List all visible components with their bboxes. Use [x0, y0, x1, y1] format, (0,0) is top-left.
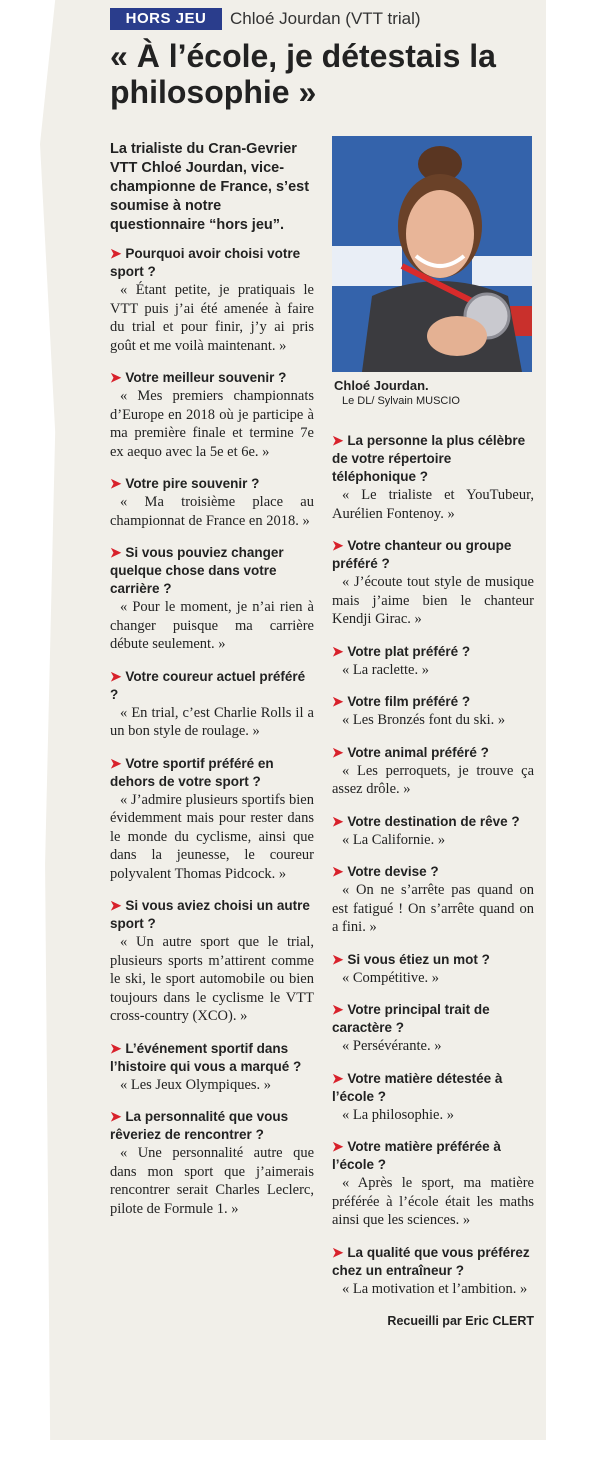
qa-item [110, 1040, 314, 1095]
section-tag: HORS JEU [110, 8, 222, 30]
intro-paragraph: La trialiste du Cran-Gevrier VTT Chloé Jourdan, vice-championne de France, s’est soumise à notre questionnaire “hors jeu”. [110, 141, 310, 233]
question [110, 1040, 314, 1076]
question [332, 1138, 534, 1174]
question-text: Votre meilleur souvenir ? [125, 370, 287, 385]
arrow-icon: ➤ [110, 1109, 122, 1124]
article-header [110, 8, 540, 32]
answer-text: « La motivation et l’ambition. » [342, 1280, 528, 1297]
answer-text: « Pour le moment, je n’ai rien à changer puisque ma carrière débute seulement. » [110, 599, 314, 652]
answer-text: « Après le sport, ma matière préférée à l’école était les maths ainsi que les sciences. » [332, 1175, 534, 1228]
question-text: Votre matière préférée à l’école ? [332, 1139, 501, 1172]
arrow-icon: ➤ [332, 433, 344, 448]
answer-text: « Persévérante. » [342, 1038, 442, 1054]
qa-item [332, 813, 534, 850]
answer-text: « Les Jeux Olympiques. » [120, 1076, 272, 1093]
arrow-icon: ➤ [110, 370, 122, 385]
question-text: Votre film préféré ? [347, 694, 471, 709]
question [110, 755, 314, 791]
question-text: Votre chanteur ou groupe préféré ? [332, 538, 512, 571]
left-qa-list [110, 245, 314, 1218]
answer-text: « Compétitive. » [342, 969, 440, 986]
question [110, 668, 314, 704]
article-kicker: Chloé Jourdan (VTT trial) [230, 9, 421, 28]
question-text: La personnalité que vous rêveriez de rencontrer ? [110, 1109, 289, 1142]
arrow-icon: ➤ [110, 898, 122, 913]
arrow-icon: ➤ [332, 864, 344, 879]
question-text: Si vous pouviez changer quelque chose dans votre carrière ? [110, 545, 284, 596]
question [332, 1244, 534, 1280]
question-text: La personne la plus célèbre de votre répertoire téléphonique ? [332, 433, 526, 484]
arrow-icon: ➤ [110, 246, 122, 261]
arrow-icon: ➤ [110, 545, 122, 560]
qa-item [332, 863, 534, 937]
question [110, 897, 314, 933]
arrow-icon: ➤ [332, 1070, 344, 1086]
answer-text: « La philosophie. » [342, 1106, 454, 1123]
qa-item [110, 755, 314, 884]
portrait-illustration [332, 136, 532, 372]
qa-item [110, 668, 314, 741]
qa-item [110, 544, 314, 654]
question-text: Si vous aviez choisi un autre sport ? [110, 898, 310, 931]
question-text: Votre destination de rêve ? [347, 813, 520, 829]
answer-text: « Étant petite, je pratiquais le VTT puis j’ai été amenée à faire du trial et pour finir, j’y ai pris goût et me voilà maintenant. » [110, 282, 314, 354]
question [332, 744, 534, 762]
answer-text: « La raclette. » [342, 661, 429, 678]
answer-text: « Mes premiers championnats d’Europe en 2018 où je participe à ma première finale et termine 7e ex aequo avec la 5e et 6e. » [110, 388, 314, 460]
answer-text: « En trial, c’est Charlie Rolls il a un bon style de roulage. » [110, 704, 314, 739]
qa-item [332, 1070, 534, 1125]
answer-text: « Les Bronzés font du ski. » [342, 712, 506, 728]
arrow-icon: ➤ [332, 538, 344, 553]
question-text: Si vous étiez un mot ? [347, 951, 490, 967]
answer-text: « Ma troisième place au championnat de France en 2018. » [110, 494, 314, 529]
qa-item [110, 1108, 314, 1218]
qa-item [332, 537, 534, 629]
answer-text: « La Californie. » [342, 831, 446, 848]
question-text: Votre devise ? [347, 864, 439, 879]
question [110, 544, 314, 598]
question-text: Votre plat préféré ? [347, 643, 471, 659]
arrow-icon: ➤ [110, 755, 122, 771]
qa-item [332, 951, 534, 988]
qa-item [332, 643, 534, 680]
answer-text: « J’écoute tout style de musique mais j’aime bien le chanteur Kendji Girac. » [332, 574, 534, 627]
arrow-icon: ➤ [332, 643, 344, 659]
qa-item [110, 897, 314, 1026]
question-text: L’événement sportif dans l’histoire qui vous a marqué ? [110, 1040, 302, 1074]
answer-text: « Une personnalité autre que dans mon sport que j’aimerais rencontrer serait Charles Leclerc, pilote de Formule 1. » [110, 1145, 314, 1217]
question [332, 813, 534, 831]
right-column [332, 432, 534, 1331]
arrow-icon: ➤ [110, 476, 122, 491]
question [332, 432, 534, 486]
question-text: Votre animal préféré ? [347, 744, 489, 760]
question [110, 475, 314, 493]
question-text: Votre coureur actuel préféré ? [110, 668, 306, 702]
question-text: Votre matière détestée à l’école ? [332, 1070, 503, 1104]
arrow-icon: ➤ [110, 1040, 122, 1056]
question [332, 643, 534, 661]
question [332, 951, 534, 969]
arrow-icon: ➤ [332, 1244, 344, 1260]
qa-item [332, 693, 534, 730]
left-column [110, 140, 314, 1232]
arrow-icon: ➤ [332, 1139, 344, 1154]
question-text: La qualité que vous préférez chez un entraîneur ? [332, 1244, 530, 1278]
answer-text: « J’admire plusieurs sportifs bien évidemment mais pour rester dans le monde du cyclisme, ainsi que dans la jeunesse, le coureur polyvalent Thomas Pidcock. » [110, 791, 314, 882]
portrait-photo [332, 136, 532, 372]
qa-item [332, 1001, 534, 1056]
question [332, 1001, 534, 1037]
answer-text: « Un autre sport que le trial, plusieurs sports m’attirent comme le ski, le sport automobile ou bien toujours dans le cyclisme le VTT cross-country (XCO). » [110, 934, 314, 1024]
answer-text: « Le trialiste et YouTubeur, Aurélien Fontenoy. » [332, 487, 534, 522]
answer-text: « On ne s’arrête pas quand on est fatigué ! On s’arrête quand on a fini. » [332, 882, 534, 935]
right-qa-list [332, 432, 534, 1298]
qa-item [110, 369, 314, 461]
question [110, 1108, 314, 1144]
qa-item [332, 1138, 534, 1230]
byline: Recueilli par Eric CLERT [387, 1314, 534, 1328]
question-text: Votre principal trait de caractère ? [332, 1002, 490, 1035]
qa-item [332, 744, 534, 799]
question-text: Pourquoi avoir choisi votre sport ? [110, 246, 301, 279]
question [332, 693, 534, 711]
headline: « À l’école, je détestais la philosophie » [110, 38, 496, 110]
arrow-icon: ➤ [332, 951, 344, 967]
qa-item [332, 432, 534, 523]
arrow-icon: ➤ [332, 1002, 344, 1017]
question [332, 863, 534, 881]
question-text: Votre pire souvenir ? [125, 476, 260, 491]
caption-name: Chloé Jourdan. [334, 378, 429, 393]
photo-caption [334, 378, 534, 407]
qa-item [332, 1244, 534, 1299]
qa-item [110, 475, 314, 530]
question [110, 369, 314, 387]
photo-credit: Le DL/ Sylvain MUSCIO [342, 395, 460, 407]
question [332, 1070, 534, 1106]
question [332, 537, 534, 573]
question-text: Votre sportif préféré en dehors de votre sport ? [110, 755, 274, 789]
qa-item [110, 245, 314, 355]
arrow-icon: ➤ [110, 668, 122, 684]
question [110, 245, 314, 281]
arrow-icon: ➤ [332, 813, 344, 829]
answer-text: « Les perroquets, je trouve ça assez drôle. » [332, 762, 534, 797]
arrow-icon: ➤ [332, 694, 344, 709]
arrow-icon: ➤ [332, 744, 344, 760]
